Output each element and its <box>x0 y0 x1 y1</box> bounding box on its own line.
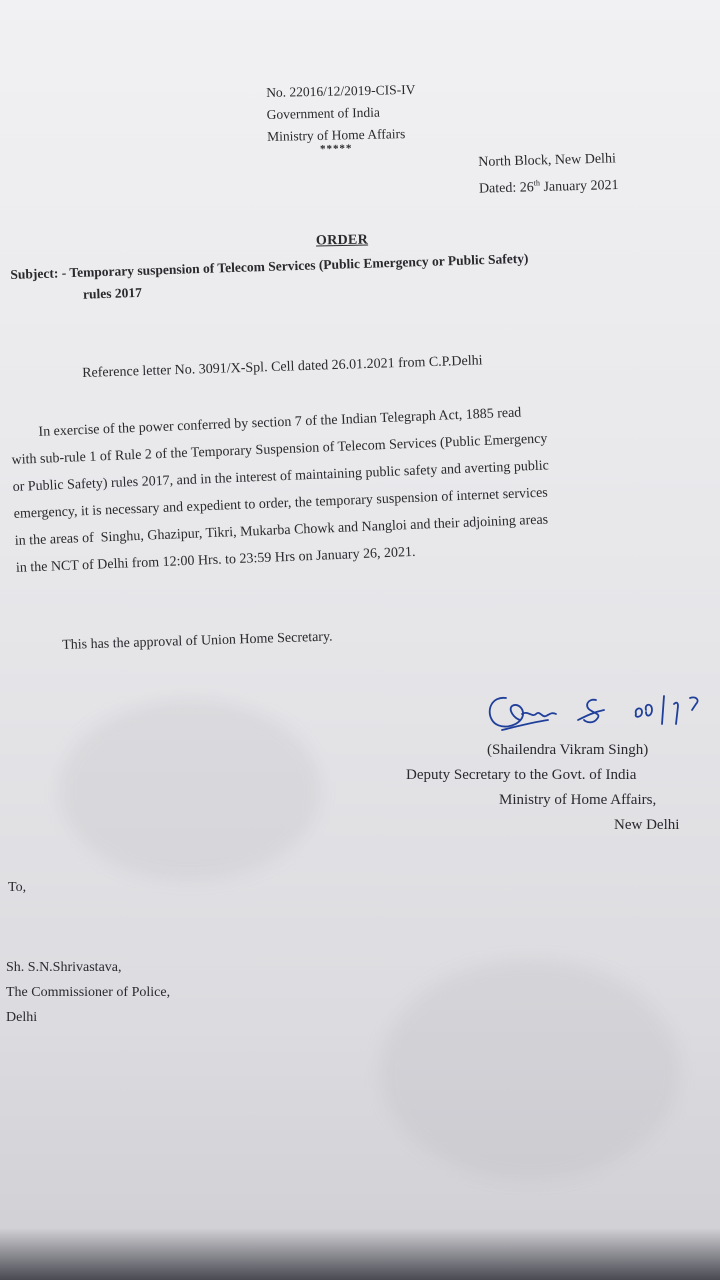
body-line: in the areas of Singhu, Ghazipur, Tikri, Mukarba Chowk and Nangloi and their adjoining areas <box>14 512 549 549</box>
date-suffix: th <box>533 178 541 188</box>
addressee-title: The Commissioner of Police, <box>6 985 171 1000</box>
addressee-city: Delhi <box>6 1010 38 1025</box>
place-date <box>478 148 619 200</box>
order-title: ORDER <box>315 232 369 249</box>
approval-note: This has the approval of Union Home Secretary. <box>62 629 333 653</box>
letterhead <box>266 79 417 148</box>
subject-line-1: Subject: - Temporary suspension of Telecom Services (Public Emergency or Public Safety) <box>10 250 529 282</box>
date-line <box>479 170 619 200</box>
subject <box>10 242 701 308</box>
ministry-name: Ministry of Home Affairs <box>266 126 406 144</box>
paper-shading <box>60 700 320 880</box>
body-line: emergency, it is necessary and expedient to order, the temporary suspension of internet services <box>13 485 549 522</box>
subject-line-2: rules 2017 <box>82 284 143 302</box>
signatory-ministry: Ministry of Home Affairs, <box>499 792 657 808</box>
date-rest: January 2021 <box>539 177 619 196</box>
file-number: No. 22016/12/2019-CIS-IV <box>266 81 416 100</box>
body-line: or Public Safety) rules 2017, and in the interest of maintaining public safety and averting public <box>12 458 550 495</box>
paper-shading <box>380 960 680 1180</box>
date-prefix: Dated: 26 <box>478 180 534 197</box>
signatory-name: (Shailendra Vikram Singh) <box>487 742 649 758</box>
separator-stars: ***** <box>319 142 353 156</box>
government-name: Government of India <box>266 104 381 122</box>
body-line: in the NCT of Delhi from 12:00 Hrs. to 23:59 Hrs on January 26, 2021. <box>15 544 416 576</box>
body-line: with sub-rule 1 of Rule 2 of the Temporary Suspension of Telecom Services (Public Emergency <box>11 431 548 468</box>
signatory-city: New Delhi <box>614 817 680 833</box>
order-body <box>10 391 720 582</box>
body-line: In exercise of the power conferred by section 7 of the Indian Telegraph Act, 1885 read <box>10 405 522 441</box>
place: North Block, New Delhi <box>478 151 617 170</box>
signature-image <box>478 684 708 740</box>
to-label: To, <box>8 880 27 895</box>
signatory-designation: Deputy Secretary to the Govt. of India <box>406 767 637 783</box>
addressee-name: Sh. S.N.Shrivastava, <box>6 960 122 975</box>
reference-letter: Reference letter No. 3091/X-Spl. Cell dated 26.01.2021 from C.P.Delhi <box>82 353 483 381</box>
photo-shadow <box>0 1228 720 1280</box>
